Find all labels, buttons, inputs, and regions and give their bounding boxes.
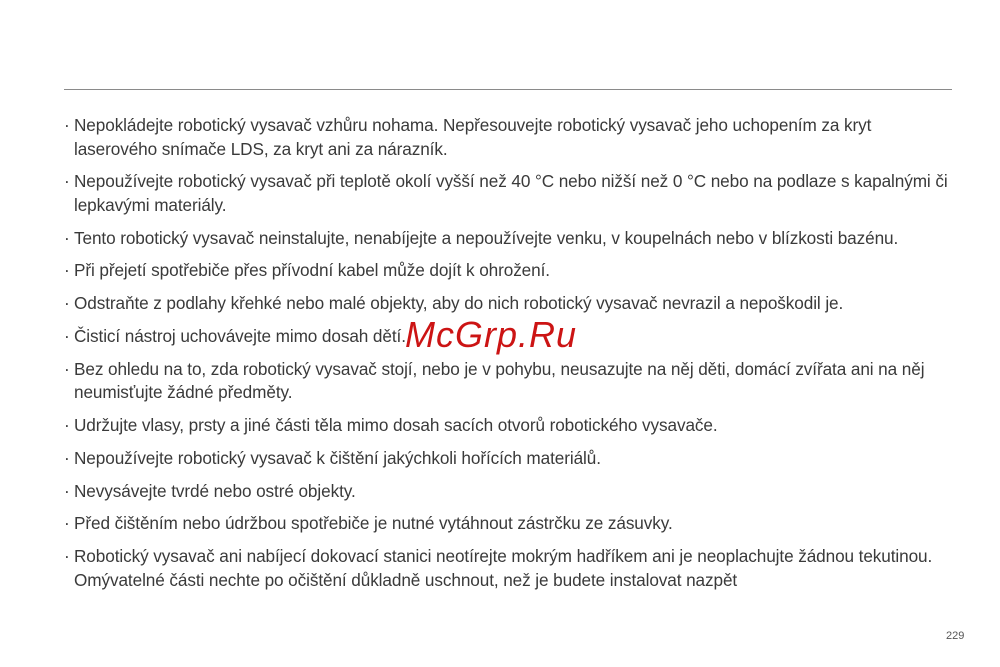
bullet-icon: · [64, 415, 70, 436]
list-item [64, 512, 956, 536]
list-item-text: Odstraňte z podlahy křehké nebo malé objekty, aby do nich robotický vysavač nevrazil a nepoškodil je. [74, 293, 844, 314]
list-item [64, 447, 956, 471]
page-number: 229 [946, 630, 965, 642]
bullet-icon: · [64, 513, 70, 534]
list-item [64, 545, 956, 592]
list-item [64, 358, 956, 405]
list-item-text: Nepoužívejte robotický vysavač k čištění jakýchkoli hořících materiálů. [74, 447, 601, 468]
list-item [64, 170, 956, 217]
watermark: McGrp.Ru [405, 314, 578, 355]
bullet-icon: · [64, 480, 70, 501]
bullet-icon: · [64, 325, 70, 346]
bullet-icon: · [64, 227, 70, 248]
list-item-text: Při přejetí spotřebiče přes přívodní kabel může dojít k ohrožení. [74, 260, 550, 281]
list-item-text: Před čištěním nebo údržbou spotřebiče je nutné vytáhnout zástrčku ze zásuvky. [74, 513, 673, 534]
list-item-text: Nepokládejte robotický vysavač vzhůru nohama. Nepřesouvejte robotický vysavač jeho uchopením za kryt laserového snímače LDS, za kryt ani za nárazník. [74, 115, 872, 159]
bullet-icon: · [64, 115, 70, 135]
bullet-icon: · [64, 546, 70, 567]
list-item [64, 114, 956, 161]
list-item-text: Robotický vysavač ani nabíjecí dokovací stanici neotírejte mokrým hadříkem ani je neoplachujte žádnou tekutinou. Omývatelné části nechte po očištění důkladně uschnout, než je budete instalovat nazpět [74, 546, 933, 590]
bullet-icon: · [64, 171, 70, 192]
list-item-text: Bez ohledu na to, zda robotický vysavač stojí, nebo je v pohybu, neusazujte na něj děti, domácí zvířata ani na něj neumisťujte žádné předměty. [74, 358, 925, 403]
list-item [64, 259, 956, 283]
list-item [64, 292, 956, 316]
safety-instructions-list [64, 114, 956, 602]
top-divider [64, 89, 952, 90]
list-item-text: Nepoužívejte robotický vysavač při teplotě okolí vyšší než 40 °C nebo nižší než 0 °C nebo na podlaze s kapalnými či lepkavými materiály. [74, 171, 948, 215]
bullet-icon: · [64, 260, 70, 281]
bullet-icon: · [64, 358, 70, 379]
list-item-text: Udržujte vlasy, prsty a jiné části těla mimo dosah sacích otvorů robotického vysavače. [74, 415, 718, 436]
list-item-text: Čisticí nástroj uchovávejte mimo dosah dětí. [74, 325, 406, 346]
list-item [64, 227, 956, 251]
list-item [64, 480, 956, 504]
bullet-icon: · [64, 293, 70, 314]
list-item [64, 414, 956, 438]
list-item-text: Nevysávejte tvrdé nebo ostré objekty. [74, 480, 356, 501]
list-item-text: Tento robotický vysavač neinstalujte, nenabíjejte a nepoužívejte venku, v koupelnách nebo v blízkosti bazénu. [74, 227, 899, 248]
bullet-icon: · [64, 447, 70, 468]
